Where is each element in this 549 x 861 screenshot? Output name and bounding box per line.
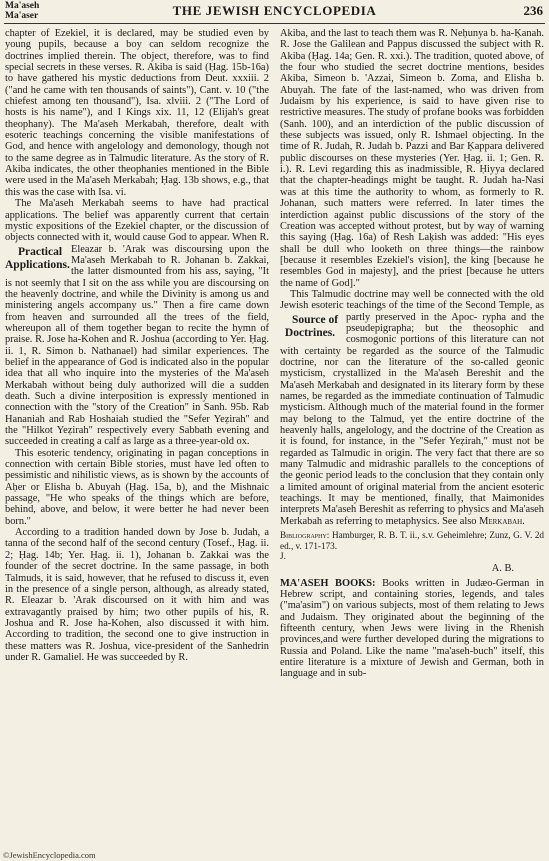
paragraph-text: rypha and the pseudepigrapha; but the theosophic and cosmogonic portions of this literature can not with certainty be regarded as the source of the Talmudic doctrine, nor can the literature of the so-called geonic mysticism, crystallized in the Ma'aseh Bereshit and the Ma'aseh Merkabah and designated in its literary form by these names, be regarded as the immediate continuation of Talmudic mysticism. Although much of the material found in the former may belong to the Talmud, yet the entire doctrine of the heavenly halls, angelology, and the doctrine of the Creation as it is found, for instance, in the "Sefer Yeẓirah," must not be regarded as Talmudic in origin. The very fact that there are so many Talmudic and midrashic parallels to the conceptions of the geonic period leads to the conclusion that they contain only a limited amount of original material from the ancient esoteric teachings. It may be mentioned, finally, that Maimonides interprets Ma'aseh Bereshit as referring to physics and Ma'aseh Merkabah as referring to metaphysics. See also (280, 311, 544, 527)
right-column (280, 28, 544, 852)
paragraph-text: b. 'Arak was discoursing upon the Ma'aseh Merkabah to R. Johanan b. Zakkai, the latter dismounted from his ass, saying, "It is not seemly that I sit on the ass while you are discoursing on the heavenly doctrine, and while the Divinity is among us and ministering angels accompany us." Then a fire came down from heaven and surrounded all the trees of the field, whereupon all of them together began to recite the hymn of praise. R. Jose ha-Kohen and R. Joshua (according to Yer. Ḥag. ii. 1, R. Simon b. Nathanael) had similar experiences. The belief in the appearance of God is indicated also in the popular idea that all who inquire into the mysteries of the Ma'aseh Merkabah without being duly authorized will die a sudden death. Such a divine interposition is expressly mentioned in connection with the "story of the Creation" in Sanh. 95b. Rab Hananiah and Rab Hoshaiah studied the "Sefer Yeẓirah" and the "Hilkot Yeẓirah" respectively every Sabbath evening and succeeded in creating a calf as large as a three-year-old ox. (5, 243, 269, 448)
entry-title: MA'ASEH BOOKS: (280, 577, 376, 589)
entry-text: Books written in Judæo-German in Hebrew script, and containing stories, legends, and tales ("ma'asim") on various subjects, most of them relating to Jews and Judaism. They originated about the beginning of the fifteenth century, when Jews were living in the Rhenish provinces,and were further developed during the migrations to Russia and Poland. Like the name "ma'aseh-buch" itself, this entire literature is a mixture of Jewish and German, both in language and in sub- (280, 577, 544, 680)
bibliography-initial: J. (280, 550, 286, 561)
page-number: 236 (523, 3, 543, 18)
header-rule (4, 23, 545, 24)
site-watermark: ©JewishEncyclopedia.com (3, 850, 96, 860)
bibliography (280, 530, 544, 561)
paragraph (5, 198, 269, 448)
author-signature: A. B. (491, 563, 514, 575)
side-heading-source-of-doctrines: Source of Doctrines. (284, 313, 339, 339)
cross-reference-link[interactable]: Merkabah. (479, 515, 525, 527)
running-head-top: Ma'aseh (5, 1, 40, 11)
running-head-bottom: Ma'aser (5, 11, 39, 21)
bibliography-label: Bibliography: (280, 530, 330, 541)
paragraph-text: This Talmudic doctrine may well be connected with the old Jewish esoteric teachings of the time of the Second Temple, as partly preserved in the Apoc- (280, 288, 544, 323)
bibliography-text: Hamburger, R. B. T. ii., s.v. Geheimlehre; Zunz, G. V. 2d ed., v. 171-173. (280, 530, 544, 551)
paragraph (280, 289, 544, 527)
entry-paragraph (280, 578, 544, 680)
paragraph: This esoteric tendency, originating in pagan conceptions in connection with certain Bible stories, must have led often to pessimistic and nihilistic views, as is shown by the accounts of Aḥer or Elisha b. Abuyah (Ḥag. 15a, b), and the Mishnaic passage, "He who speaks of the things which are before, behind, above, and below, it were better he had never been born." (5, 447, 269, 527)
publication-title: THE JEWISH ENCYCLOPEDIA (172, 3, 377, 18)
side-heading-practical-applications: Practical Applications. (5, 245, 70, 271)
page-header (0, 0, 549, 24)
paragraph: Akiba, and the last to teach them was R. Neḥunya b. ha-Ḳanah. R. Jose the Galilean and Pappus discussed the subject with R. Akiba (Ḥag. 14a; Gen. R. xxi.). The tradition, quoted above, of the four who studied the secret doctrine mentions, besides Akiba, Simeon b. 'Azzai, Simeon b. Zoma, and Elisha b. Abuyah. The fate of the last-named, who was driven from Judaism by his experience, is said to have given rise to restrictive measures. The study of profane books was forbidden (Sanh. 100), and an interdiction of the public discussion of these subjects was issued, only R. Ishmael objecting. In the time of R. Judah, R. Judah b. Pazzi and Bar Ḳappara delivered public discourses on these mysteries (Yer. Ḥag. ii. 1; Gen. R. i.). R. Levi regarding this as inadmissible, R. Ḥiyya declared that the chapter-headings might be taught. R. Judah ha-Nasi was at this time the authority to whom, as formerly to R. Johanan, such matters were referred. In later times the interdiction against public discussions of the story of the Creation was accepted without protest, but by way of warning this saying (Ḥag. 16a) of Resh Laḳish was added: "His eyes shall be dull who looketh on three things—the rainbow [because it resembles Ezekiel's vision], the king [because he resembles God in majesty], and the priest [because he utters the name of God]." (280, 28, 544, 289)
left-column (5, 28, 269, 852)
paragraph-text: The Ma'aseh Merkabah seems to have had practical applications. The belief was apparently current that certain mystic expositions of the Ezekiel chapter, or the discussion of objects connected with it, would cause God to appear. When R. Eleazar (5, 198, 269, 255)
paragraph: According to a tradition handed down by Jose b. Judah, a tanna of the second half of the second century (Tosef., Ḥag. ii. 2; Ḥag. 14b; Yer. Ḥag. ii. 1), Johanan b. Zakkai was the founder of the secret doctrine. In the same passage, in both Talmuds, it is said, however, that he refused to discuss it, even in the presence of a single person, although, as already stated, R. Eleazar b. 'Arak discoursed on it with him and was extravagantly praised by him; two other pupils of his, R. Joshua and R. Jose ha-Kohen, also discussed it with him. According to tradition, the second one to give instruction in these matters was R. Joshua, vice-president of the Sanhedrin under R. Gamaliel. He was succeeded by R. (5, 527, 269, 663)
paragraph: chapter of Ezekiel, it is declared, may be studied even by young pupils, because a boy can seldom recognize the doctrines implied therein. The object, therefore, was to find special secrets in these verses. R. Akiba is said (Ḥag. 15b-16a) to have gathered his mystic deductions from Deut. xxxiii. 2 ("and he came with ten thousands of saints"), Cant. v. 10 ("the chiefest among ten thousand"), Isa. xlviii. 2 ("The Lord of hosts is his name"), and I Kings xix. 11, 12 (Elijah's great theophany). The Ma'aseh Merkabah, therefore, dealt with esoteric teachings concerning the visible manifestations of God, and hence with angelology and demonology, though not to the same degree as in Talmudic literature. As the story of R. Akiba indicates, the other theophanies mentioned in the Bible were used in the Ma'aseh Merkabah; Ḥag. 13b shows, e.g., that this was the case with Isa. vi. (5, 28, 269, 198)
